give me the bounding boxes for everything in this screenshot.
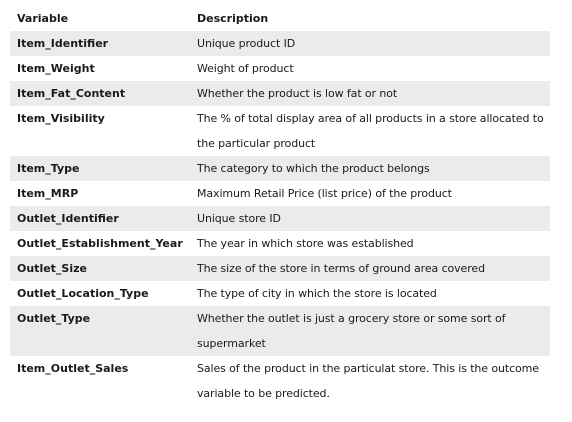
description-cell: Weight of product [197,62,294,75]
table-row [10,181,550,206]
description-cell: The % of total display area of all products in a store allocated to the particular product [197,112,544,150]
variable-description-table-container [10,6,550,406]
table-row [10,231,550,256]
table-row [10,306,550,356]
table-row [10,31,550,56]
description-cell: Whether the product is low fat or not [190,81,550,106]
table-row [10,356,550,406]
table-row [10,281,550,306]
table-row [10,156,550,181]
variable-description-table [10,6,550,406]
table-row [10,106,550,156]
variable-cell: Outlet_Location_Type [17,287,149,300]
variable-cell: Item_Identifier [10,31,190,56]
description-cell: The year in which store was established [197,237,414,250]
table-row [10,206,550,231]
table-row [10,81,550,106]
variable-cell: Item_Type [10,156,190,181]
description-cell: Unique store ID [190,206,550,231]
variable-cell: Item_Visibility [17,112,105,125]
variable-cell: Outlet_Type [10,306,190,356]
table-row [10,56,550,81]
variable-cell: Outlet_Establishment_Year [17,237,183,250]
description-cell: Sales of the product in the particulat store. This is the outcome variable to be predicted. [197,362,539,400]
description-cell: Unique product ID [190,31,550,56]
header-description: Description [197,12,269,25]
variable-cell: Item_MRP [17,187,79,200]
variable-cell: Item_Fat_Content [10,81,190,106]
description-cell: The size of the store in terms of ground area covered [190,256,550,281]
description-cell: Whether the outlet is just a grocery store or some sort of supermarket [190,306,550,356]
variable-cell: Item_Weight [17,62,95,75]
table-row [10,256,550,281]
description-cell: The category to which the product belongs [190,156,550,181]
variable-cell: Item_Outlet_Sales [17,362,129,375]
table-header-row [10,6,550,31]
description-cell: The type of city in which the store is located [197,287,437,300]
variable-cell: Outlet_Identifier [10,206,190,231]
header-variable: Variable [17,12,69,25]
description-cell: Maximum Retail Price (list price) of the product [197,187,452,200]
variable-cell: Outlet_Size [10,256,190,281]
